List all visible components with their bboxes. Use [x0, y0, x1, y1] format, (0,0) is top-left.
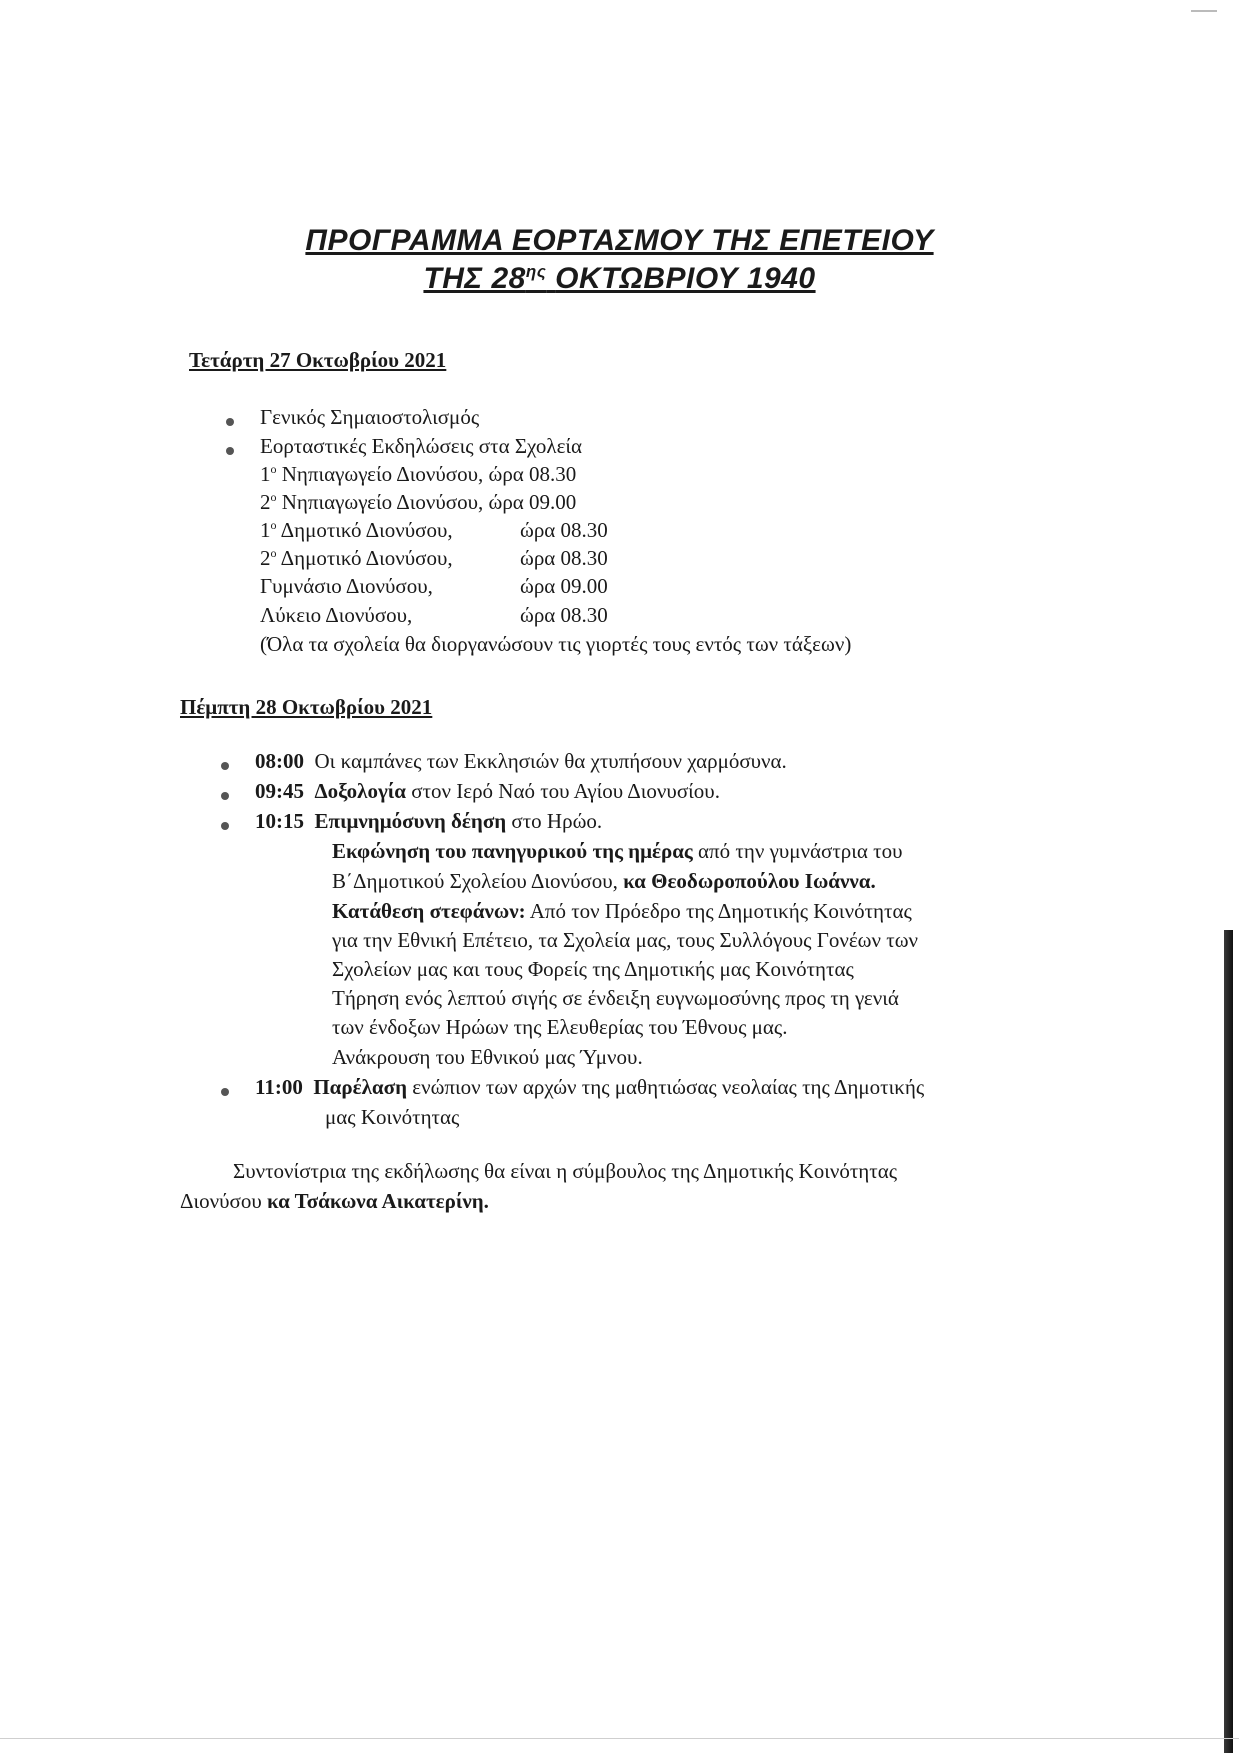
scan-edge-line	[0, 1738, 1239, 1739]
event-memorial: 10:15 Επιμνημόσυνη δέηση στο Ηρώο.	[255, 809, 603, 833]
scan-edge-shadow	[1224, 930, 1233, 1753]
school-row: $2^o$ Νηπιαγωγείο Διονύσου, ώρα 09.00	[260, 490, 577, 514]
closing-line2: Διονύσου κα Τσάκωνα Αικατερίνη.	[180, 1189, 489, 1213]
event-bells: 08:00 Οι καμπάνες των Εκκλησιών θα χτυπήσουν χαρμόσυνα.	[255, 749, 787, 773]
wreath-line2: για την Εθνική Επέτειο, τα Σχολεία μας, τους Συλλόγους Γονέων των	[332, 928, 919, 952]
day1-item-school-events: Εορταστικές Εκδηλώσεις στα Σχολεία	[260, 434, 583, 458]
bullet-icon	[226, 418, 234, 426]
event-doxology: 09:45 Δοξολογία στον Ιερό Ναό του Αγίου Διονυσίου.	[255, 779, 720, 803]
wreath-line1: Κατάθεση στεφάνων: Από τον Πρόεδρο της Δημοτικής Κοινότητας	[332, 899, 912, 923]
document-title-line1: ΠΡΟΓΡΑΜΜΑ ΕΟΡΤΑΣΜΟΥ ΤΗΣ ΕΠΕΤΕΙΟΥ	[305, 224, 934, 257]
day2-heading: Πέμπτη 28 Οκτωβρίου 2021	[180, 695, 433, 719]
school-time: ώρα 08.30	[520, 546, 608, 570]
school-row: $1^o$ Δημοτικό Διονύσου,	[260, 518, 453, 542]
bullet-icon	[221, 822, 229, 830]
event-parade: 11:00 Παρέλαση ενώπιον των αρχών της μαθητιώσας νεολαίας της Δημοτικής	[255, 1075, 925, 1099]
event-parade-line2: μας Κοινότητας	[325, 1105, 460, 1129]
bullet-icon	[226, 447, 234, 455]
day1-note: (Όλα τα σχολεία θα διοργανώσουν τις γιορτές τους εντός των τάξεων)	[260, 632, 852, 656]
anthem-line: Ανάκρουση του Εθνικού μας Ύμνου.	[332, 1045, 643, 1069]
scan-mark	[1191, 10, 1217, 12]
school-time: ώρα 08.30	[520, 518, 608, 542]
school-row: $1^o$ Νηπιαγωγείο Διονύσου, ώρα 08.30	[260, 462, 577, 486]
day1-item-flags: Γενικός Σημαιοστολισμός	[260, 405, 480, 429]
wreath-line3: Σχολείων μας και τους Φορείς της Δημοτικής μας Κοινότητας	[332, 957, 854, 981]
school-time: ώρα 09.00	[520, 574, 608, 598]
silence-line1: Τήρηση ενός λεπτού σιγής σε ένδειξη ευγνωμοσύνης προς τη γενιά	[332, 986, 899, 1010]
bullet-icon	[221, 762, 229, 770]
closing-line1: Συντονίστρια της εκδήλωσης θα είναι η σύμβουλος της Δημοτικής Κοινότητας	[233, 1159, 898, 1183]
speech-line2: Β΄Δημοτικού Σχολείου Διονύσου, κα Θεοδωροπούλου Ιωάννα.	[332, 869, 876, 893]
document-title-line2: ΤΗΣ $28^{\eta\varsigma}$ ΟΚΤΩΒΡΙΟΥ 1940	[423, 262, 816, 295]
school-time: ώρα 08.30	[520, 603, 608, 627]
bullet-icon	[221, 1088, 229, 1096]
day1-heading: Τετάρτη 27 Οκτωβρίου 2021	[189, 348, 447, 372]
bullet-icon	[221, 792, 229, 800]
school-row: Λύκειο Διονύσου,	[260, 603, 413, 627]
school-row: Γυμνάσιο Διονύσου,	[260, 574, 433, 598]
speech-line1: Εκφώνηση του πανηγυρικού της ημέρας από την γυμνάστρια του	[332, 839, 903, 863]
school-row: $2^o$ Δημοτικό Διονύσου,	[260, 546, 453, 570]
silence-line2: των ένδοξων Ηρώων της Ελευθερίας του Έθνους μας.	[332, 1015, 788, 1039]
